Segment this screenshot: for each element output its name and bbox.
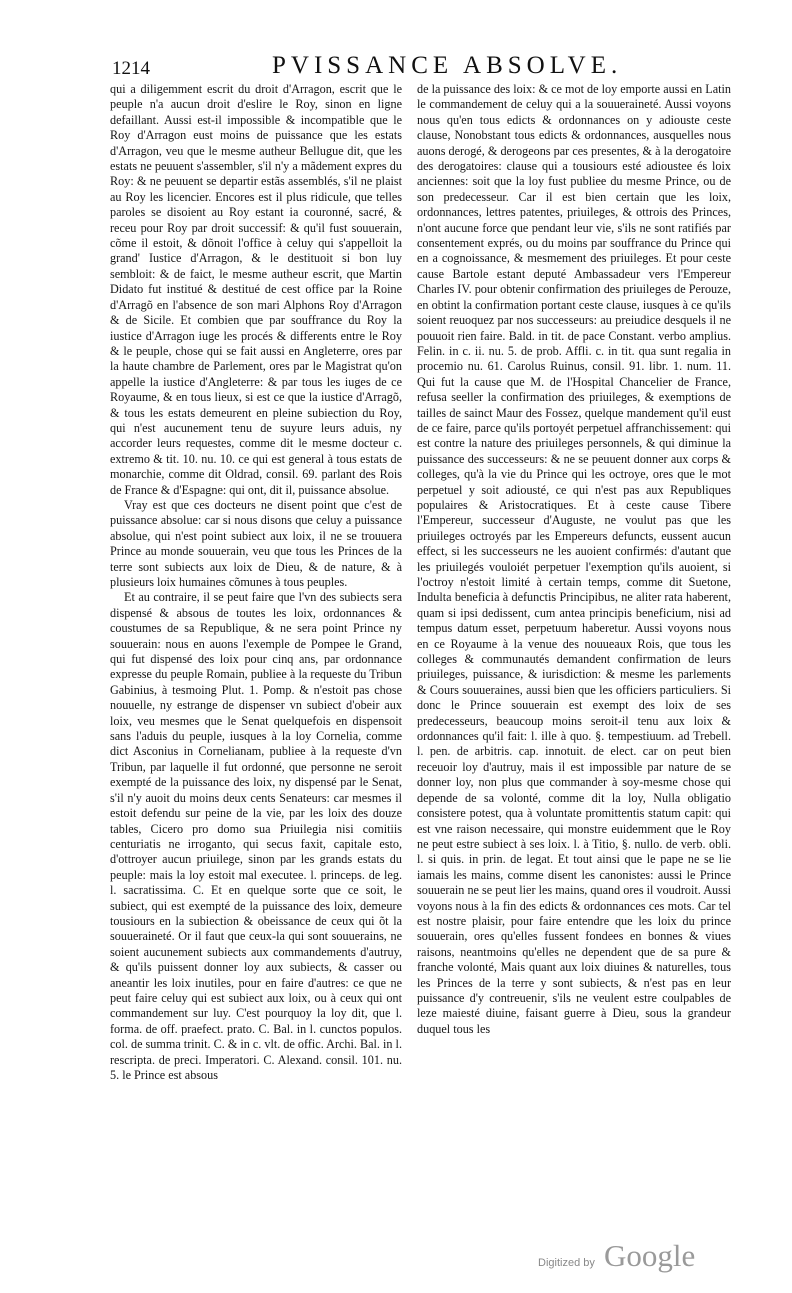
google-logo: Google (604, 1238, 696, 1273)
paragraph: qui a diligemment escrit du droit d'Arragon, escrit que le peuple n'a aucun droit d'eslire le Roy, sinon en ligne defaillant. Aussi est-il impossible & incompatible que le Roy d'Arragon eust moins de puissance que les estats d'Arragon, veu que le mesme autheur Bellugue dit, que les estats ne peuuent s'assembler, s'il n'y a mãdement expres du Roy: & ne peuuent se departir estãs assemblés, s'il ne plaist au Roy les licencier. Encores est il plus ridicule, que telles paroles se disoient au Roy estant ia couronné, sacré, & receu pour Roy par droit successif: & qu'il fust souuerain, cõme il estoit, & dõnoit l'office à celuy qui s'appelloit la grand' Iustice d'Arragon, & le destituoit si bon luy sembloit: & de faict, le mesme autheur escrit, que Martin Didato fut institué & destitué de cest office par la Roine d'Arragõ en l'absence de son mari Alphons Roy d'Arragon & de Sicile. Et combien que par souffrance du Roy la iustice d'Arragon iuge les procés & differents entre le Roy & le peuple, chose qui se fait aussi en Angleterre, ores par la haute chambre de Parlement, ores par le Magistrat qu'on appelle la iustice d'Angleterre: & par tous les iuges de ce Royaume, & en tous lieux, si est ce que la iustice d'Arragõ, & tous les estats demeurent en pleine subiection du Roy, qui n'est aucunement tenu de suyure leurs aduis, ny accorder leurs requestes, comme dit le mesme docteur c. extremo & tit. 10. nu. 10. ce qui est general à tous estats de monarchie, comme dit Oldrad, consil. 69. parlant des Rois de France & d'Espagne: qui ont, dit il, puissance absolue. (110, 82, 402, 497)
digitized-by-google-watermark (538, 1238, 718, 1278)
paragraph: Vray est que ces docteurs ne disent point que c'est de puissance absolue: car si nous disons que celuy a puissance absolue, qui n'est point subiect aux loix, il ne se trouuera Prince au monde souuerain, veu que tous les Princes de la terre sont subiects aux loix de Dieu, & de nature, & à plusieurs loix humaines cõmunes à tous peuples. (110, 497, 402, 589)
left-text-column (110, 82, 402, 1083)
watermark-prefix: Digitized by (538, 1257, 595, 1269)
paragraph: de la puissance des loix: & ce mot de loy emporte aussi en Latin le commandement de celuy qui a la souueraineté. Aussi voyons nous qu'en tous edicts & ordonnances on y adiouste ceste clause, Nonobstant tous edicts & ordonnances, ausquelles nous auons derogé, & derogeons par ces presentes, & à la derogatoire des derogatoires: clause qui a tousiours esté adioustee és loix anciennes: soit que la loy fust publiee du mesme Prince, ou de son predecesseur. Car il est bien certain que les loix, ordonnances, lettres patentes, priuileges, & ottrois des Princes, n'ont aucune force que pendant leur vie, s'ils ne sont ratifiés par consentement exprés, ou du moins par souffrance du Prince qui en a cognoissance, & mesmement des priuileges. Et pour ceste cause Bartole estant deputé Ambassadeur vers l'Empereur Charles IV. pour obtenir confirmation des priuileges de Perouze, en obtint la confirmation portant ceste clause, iusques à ce qu'ils soient reuoquez par nos successeurs: au preiudice desquels il ne pouuoit rien faire. Bald. in tit. de pace Constant. verbo amplius. Felin. in c. ii. nu. 5. de prob. Affli. c. in tit. qua sunt regalia in procemio nu. 61. Carolus Ruinus, consil. 91. libr. 1. num. 11. Qui fut la cause que M. de l'Hospital Chancelier de France, refusa seeller la confirmation des priuileges, & exemptions de tailles de sainct Maur des Fossez, quelque mandement qu'il eust de ce faire, parce qu'ils portoyét perpetuel affranchissement: qui est contre la nature des priuileges personnels, & qui diminue la puissance des successeurs: & ne se peuuent donner aux corps & colleges, qu'à la vie du Prince qui les octroye, ores que le mot perpetuel y soit adiousté, ce qui n'est pas aux Republiques populaires & Aristocratiques. Et à ceste cause Tibere l'Empereur, successeur d'Auguste, ne voulut pas que les priuileges octroyés par les Empereurs defuncts, eussent aucun effect, si les successeurs ne les auoient confirmés: d'autant que les priuilegés vouloiét perpetuer l'exemption qu'ils auoient, si l'octroy n'estoit limité à certain temps, comme dit Suetone, Indulta beneficia à defunctis Principibus, ne aliter rata haberent, quam si ipsi dedissent, cum antea principis beneficium, nisi ad tempus datum esset, perpetuum haberetur. Aussi voyons nous en ce Royaume à la venue des nouueaux Rois, que tous les colleges & communautés demandent confirmation de leurs priuileges, puissance, & iurisdiction: & mesme les parlements & Cours souueraines, aussi bien que les officiers particuliers. Si donc le Prince souuerain est exempt des loix de ses predecesseurs, beaucoup moins seroit-il tenu aux loix & ordonnances qu'il fait: l. ille à quo. §. tempestiuum. ad Trebell. l. pen. de arbitris. cap. innotuit. de elect. car on peut bien receuoir loy d'autruy, mais il est impossible par nature de se donner loy, non plus que commander à soy-mesme chose qui depende de sa volonté, comme dit la loy, Nulla obligatio consistere potest, qua à voluntate promittentis statum capit: qui est vne raison necessaire, qui monstre euidemment que le Roy ne peut estre subiect à ses loix. l. à Titio, §. nullo. de verb. obli. l. si quis. in prin. de legat. Et tout ainsi que le pape ne se lie iamais les mains, comme disent les canonistes: aussi le Prince souuerain ne se peut lier les mains, quand ores il voudroit. Aussi voyons nous à la fin des edicts & ordonnances ces mots. Car tel est nostre plaisir, pour faire entendre que les loix du prince souuerain, ores qu'elles fussent fondees en bonnes & viues raisons, neantmoins qu'elles ne dependent que de sa pure & franche volonté, Mais quant aux loix diuines & naturelles, tous les Princes de la terre y sont subiects, & n'est pas en leur puissance d'y contreuenir, s'ils ne veulent estre coulpables de leze maiesté diuine, faisant guerre à Dieu, sous la grandeur duquel tous les (417, 82, 731, 1036)
paragraph: Et au contraire, il se peut faire que l'vn des subiects sera dispensé & absous de toutes les loix, ordonnances & coustumes de sa Republique, & ne sera point Prince ny souuerain: nous en auons l'exemple de Pompee le Grand, qui fut dispensé des loix pour cinq ans, par ordonnance expresse du peuple Romain, publiee à la requeste du Tribun Gabinius, à tesmoing Plut. 1. Pomp. & n'estoit pas chose nouuelle, ny estrange de dispenser vn subiect d'obeir aux loix, veu mesmes que le Senat quelquefois en dispensoit sans l'aduis du peuple, iusques à la loy Cornelia, comme dict Asconius in Cornelianam, publiee à la requeste d'vn Tribun, par laquelle il fut ordonné, que personne ne seroit exempté de la puissance des loix, ny dispensé par le Senat, s'il n'y auoit du moins deux cents Senateurs: car mesmes il estoit defendu sur peine de la vie, par les loix des douze tables, Cicero pro domo sua Priuilegia nisi comitiis centuriatis ne irroganto, qui secus faxit, capitale esto, d'ottroyer aucun priuilege, sinon par les grands estats du peuple: mais la loy estoit mal executee. l. princeps. de leg. l. sacratissima. C. Et en quelque sorte que ce soit, le subiect, qui est exempté de la puissance des loix, demeure tousiours en la subiection & obeissance de ceux qui õt la souueraineté. Or il faut que ceux-la qui sont souuerains, ne soient aucunement subiects aux commandements d'autruy, & qu'ils puissent donner loy aux subiects, & casser ou aneantir les loix inutiles, pour en faire d'autres: ce que ne peut faire celuy qui est subiect aux loix, ou à ceux qui ont commandement sur luy. C'est pourquoy la loy dit, que l. forma. de off. praefect. prato. C. Bal. in l. cunctos populos. col. de summa trinit. C. & in c. vlt. de offic. Archi. Bal. in l. rescripta. de preci. Imperatori. C. Alexand. consil. 101. nu. 5. le Prince est absous (110, 590, 402, 1082)
running-title: PVISSANCE ABSOLVE. (272, 52, 623, 79)
page-number: 1214 (112, 58, 150, 79)
right-text-column (417, 82, 731, 1037)
page-header (112, 52, 748, 82)
